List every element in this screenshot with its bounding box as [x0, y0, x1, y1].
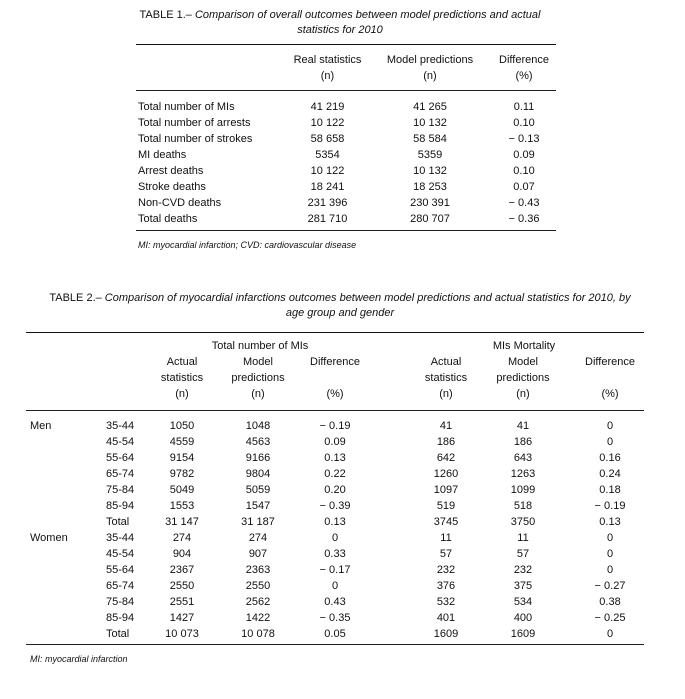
table1-cell-real: 281 710 [307, 213, 348, 225]
table1-cell-model: 10 132 [413, 165, 447, 177]
table2-cell-actual: 2367 [169, 564, 195, 576]
table2-cell-mort-actual: 642 [436, 452, 456, 464]
table1-cell-real: 18 241 [310, 181, 345, 193]
table1-header-rule [136, 90, 556, 91]
table2-header-rule [26, 410, 644, 411]
table2-cell-model: 274 [248, 532, 268, 544]
table2-cell-mort-model: 11 [517, 532, 529, 544]
table2-cell-diff: 0.13 [324, 516, 346, 528]
table1-cell-real: 58 658 [310, 133, 345, 145]
table1-cell-real: 231 396 [307, 197, 348, 209]
table2-title-lead: TABLE 2.– [49, 292, 102, 304]
table2-cell-mort-actual: 519 [436, 500, 456, 512]
table2-cell-mort-actual: 1609 [433, 628, 459, 640]
table1-title-text: Comparison of overall outcomes between model predictions and actual [191, 9, 541, 21]
table2-cell-mort-actual: 1097 [433, 484, 459, 496]
table1-col-real [280, 52, 375, 84]
table2-cell-mort-diff: − 0.25 [594, 612, 626, 624]
table2-cell-model: 2363 [245, 564, 271, 576]
table2-cell-mort-diff: 0 [606, 532, 614, 544]
table2-cell-mort-diff: 0 [606, 548, 614, 560]
table2-age-group: 75-84 [106, 484, 135, 496]
table2-cell-mort-diff: 0 [606, 436, 614, 448]
table2-cell-model: 1048 [245, 420, 271, 432]
table2-cell-mort-actual: 11 [440, 532, 452, 544]
table2-cell-actual: 31 147 [165, 516, 199, 528]
table2-cell-actual: 5049 [169, 484, 195, 496]
table2-model2-l1: Model [508, 356, 538, 368]
table2-cell-model: 2562 [245, 596, 271, 608]
table2-cell-mort-model: 1609 [510, 628, 536, 640]
table2-col-diff-1 [300, 354, 370, 402]
table2-cell-mort-actual: 376 [436, 580, 456, 592]
table2-age-group: 85-94 [106, 500, 135, 512]
table1-top-rule [136, 44, 556, 45]
table2-cell-actual: 9782 [169, 468, 195, 480]
table2-cell-mort-model: 375 [513, 580, 533, 592]
table2-cell-actual: 274 [172, 532, 192, 544]
table2-age-group: 55-64 [106, 564, 135, 576]
table2-actual2-l3: (n) [439, 388, 453, 400]
table2-cell-diff: − 0.39 [319, 500, 351, 512]
table1-cell-model: 230 391 [410, 197, 450, 209]
table2-cell-actual: 904 [172, 548, 192, 560]
table1-title-lead: TABLE 1.– [139, 9, 192, 21]
table1-row-label: Total deaths [138, 213, 198, 225]
table2-age-group: Total [106, 628, 130, 640]
table2-cell-diff: − 0.35 [319, 612, 351, 624]
table2-cell-model: 2550 [245, 580, 271, 592]
table1-cell-diff: − 0.36 [508, 213, 540, 225]
table2-cell-mort-actual: 532 [436, 596, 456, 608]
table2-age-group: 65-74 [106, 468, 135, 480]
table1-cell-real: 5354 [315, 149, 340, 161]
table1-cell-diff: − 0.13 [508, 133, 540, 145]
table2-model2-l2: predictions [496, 372, 550, 384]
table2-actual2-l2: statistics [424, 372, 468, 384]
table2-cell-model: 10 078 [241, 628, 275, 640]
table1-cell-diff: 0.09 [513, 149, 535, 161]
table2-col-diff-2 [575, 354, 645, 402]
table2-model2-l3: (n) [516, 388, 530, 400]
table2-cell-model: 5059 [245, 484, 271, 496]
table2-diff-l3: (%) [326, 388, 344, 400]
table2-actual-l2: statistics [160, 372, 204, 384]
table2-age-group: 65-74 [106, 580, 135, 592]
table2-cell-diff: 0.09 [324, 436, 346, 448]
table2-cell-diff: 0.13 [324, 452, 346, 464]
table2-col-actual-1 [150, 354, 214, 402]
table2-bottom-rule [26, 644, 644, 645]
table1-row-label: Stroke deaths [138, 181, 206, 193]
table2-cell-diff: 0.05 [324, 628, 346, 640]
table1-cell-model: 280 707 [410, 213, 450, 225]
table2-cell-diff: 0 [331, 580, 339, 592]
table2-cell-actual: 2551 [169, 596, 195, 608]
table1-col-real-label: Real statistics [293, 54, 362, 66]
table2-footnote: MI: myocardial infarction [30, 654, 128, 664]
table2-cell-mort-diff: 0.38 [599, 596, 621, 608]
table2-cell-mort-diff: 0.24 [599, 468, 621, 480]
table2-diff2-l3: (%) [601, 388, 619, 400]
table2-diff2-l1: Difference [585, 356, 635, 368]
table2-cell-mort-actual: 3745 [433, 516, 459, 528]
table1-cell-diff: 0.10 [513, 165, 535, 177]
table2-cell-mort-actual: 186 [436, 436, 456, 448]
table1-cell-diff: 0.11 [513, 101, 535, 113]
table1-col-diff-label: Difference [499, 54, 549, 66]
table1-row-label: Total number of strokes [138, 133, 253, 145]
table2-cell-mort-model: 1099 [510, 484, 536, 496]
table2-cell-actual: 10 073 [165, 628, 199, 640]
table2-cell-diff: 0.43 [324, 596, 346, 608]
table2-group-mis-mortality: MIs Mortality [492, 340, 556, 352]
table1-cell-model: 18 253 [413, 181, 447, 193]
table2-col-model-2 [488, 354, 558, 402]
table1-row-label: Total number of MIs [138, 101, 235, 113]
table1-cell-model: 10 132 [413, 117, 447, 129]
table2-cell-mort-actual: 232 [436, 564, 456, 576]
table2-cell-mort-diff: 0.16 [599, 452, 621, 464]
table1-cell-model: 58 584 [413, 133, 447, 145]
table2-cell-model: 4563 [245, 436, 271, 448]
table2-gender-label: Women [30, 532, 68, 544]
table2-cell-mort-diff: 0 [606, 420, 614, 432]
table1-row-label: Total number of arrests [138, 117, 251, 129]
table2-cell-model: 9804 [245, 468, 271, 480]
table2-cell-actual: 4559 [169, 436, 195, 448]
table1-title-line2: statistics for 2010 [297, 24, 383, 36]
table2-age-group: 55-64 [106, 452, 135, 464]
table2-title-line2: age group and gender [285, 307, 395, 319]
table2-cell-model: 1422 [245, 612, 271, 624]
table2-col-model-1 [222, 354, 294, 402]
table2-cell-mort-diff: 0 [606, 628, 614, 640]
table2-cell-mort-model: 3750 [510, 516, 536, 528]
table2-cell-mort-diff: 0.18 [599, 484, 621, 496]
table2-cell-actual: 2550 [169, 580, 195, 592]
table2-cell-mort-actual: 57 [439, 548, 453, 560]
table2-cell-mort-model: 534 [513, 596, 533, 608]
table1-col-diff [492, 52, 556, 84]
table1-cell-diff: − 0.43 [508, 197, 540, 209]
table2-age-group: 75-84 [106, 596, 135, 608]
table1-bottom-rule [136, 230, 556, 231]
table1-cell-real: 10 122 [310, 117, 345, 129]
table1-col-diff-unit: (%) [515, 70, 533, 82]
table2-diff-l1: Difference [310, 356, 360, 368]
table1-col-model [380, 52, 480, 84]
table2-cell-mort-model: 41 [516, 420, 530, 432]
table2-age-group: 45-54 [106, 436, 135, 448]
table1-row-label: Arrest deaths [138, 165, 204, 177]
table1-col-real-unit: (n) [320, 70, 335, 82]
table2-cell-mort-model: 186 [513, 436, 533, 448]
table2-cell-mort-actual: 401 [436, 612, 456, 624]
table2-cell-mort-model: 57 [516, 548, 530, 560]
table2-cell-mort-model: 232 [513, 564, 533, 576]
table2-cell-mort-model: 400 [513, 612, 533, 624]
table2-gender-label: Men [30, 420, 52, 432]
table2-cell-mort-model: 643 [513, 452, 533, 464]
table2-cell-diff: 0.20 [324, 484, 346, 496]
table2-cell-mort-diff: − 0.27 [594, 580, 626, 592]
table2-cell-actual: 1553 [169, 500, 195, 512]
table2-cell-mort-actual: 41 [439, 420, 453, 432]
table2-group-total-mis: Total number of MIs [211, 340, 309, 352]
table1-cell-diff: 0.07 [513, 181, 535, 193]
table2-cell-diff: − 0.19 [319, 420, 351, 432]
table2-cell-mort-model: 1263 [510, 468, 536, 480]
table2-col-actual-2 [414, 354, 478, 402]
table1-cell-model: 41 265 [413, 101, 447, 113]
table2-cell-model: 1547 [245, 500, 271, 512]
table1-col-model-label: Model predictions [386, 54, 474, 66]
table2-cell-model: 9166 [245, 452, 271, 464]
table2-cell-mort-actual: 1260 [433, 468, 459, 480]
table2-title-text: Comparison of myocardial infarctions outcomes between model predictions and actual statistics for 2010, by [101, 292, 631, 304]
table2-cell-mort-diff: 0.13 [599, 516, 621, 528]
table2-actual-l1: Actual [166, 356, 198, 368]
table2-cell-diff: 0.22 [324, 468, 346, 480]
table2-cell-diff: − 0.17 [319, 564, 351, 576]
table2-title [20, 291, 660, 321]
table1-footnote: MI: myocardial infarction; CVD: cardiovascular disease [138, 240, 357, 250]
table2-cell-model: 907 [248, 548, 268, 560]
table2-cell-diff: 0.33 [324, 548, 346, 560]
table2-cell-mort-diff: 0 [606, 564, 614, 576]
table2-cell-mort-model: 518 [513, 500, 533, 512]
table1-cell-diff: 0.10 [513, 117, 535, 129]
table2-cell-actual: 1050 [169, 420, 195, 432]
table2-cell-diff: 0 [331, 532, 339, 544]
table2-actual2-l1: Actual [430, 356, 462, 368]
table2-age-group: 45-54 [106, 548, 135, 560]
table2-model-l2: predictions [231, 372, 285, 384]
table2-age-group: 35-44 [106, 420, 135, 432]
table2-actual-l3: (n) [175, 388, 189, 400]
table2-cell-actual: 1427 [169, 612, 195, 624]
table2-cell-actual: 9154 [169, 452, 195, 464]
table1-row-label: MI deaths [138, 149, 187, 161]
table2-top-rule [26, 332, 644, 333]
table2-cell-mort-diff: − 0.19 [594, 500, 626, 512]
table2-age-group: 85-94 [106, 612, 135, 624]
table1-row-label: Non-CVD deaths [138, 197, 222, 209]
table1-col-model-unit: (n) [423, 70, 437, 82]
table2-model-l1: Model [243, 356, 273, 368]
table1-title [100, 8, 580, 38]
table2-cell-model: 31 187 [241, 516, 275, 528]
table2-age-group: Total [106, 516, 130, 528]
table1-cell-real: 10 122 [310, 165, 345, 177]
table1-cell-model: 5359 [417, 149, 443, 161]
table2-age-group: 35-44 [106, 532, 135, 544]
table1-cell-real: 41 219 [310, 101, 345, 113]
table2-model-l3: (n) [251, 388, 265, 400]
